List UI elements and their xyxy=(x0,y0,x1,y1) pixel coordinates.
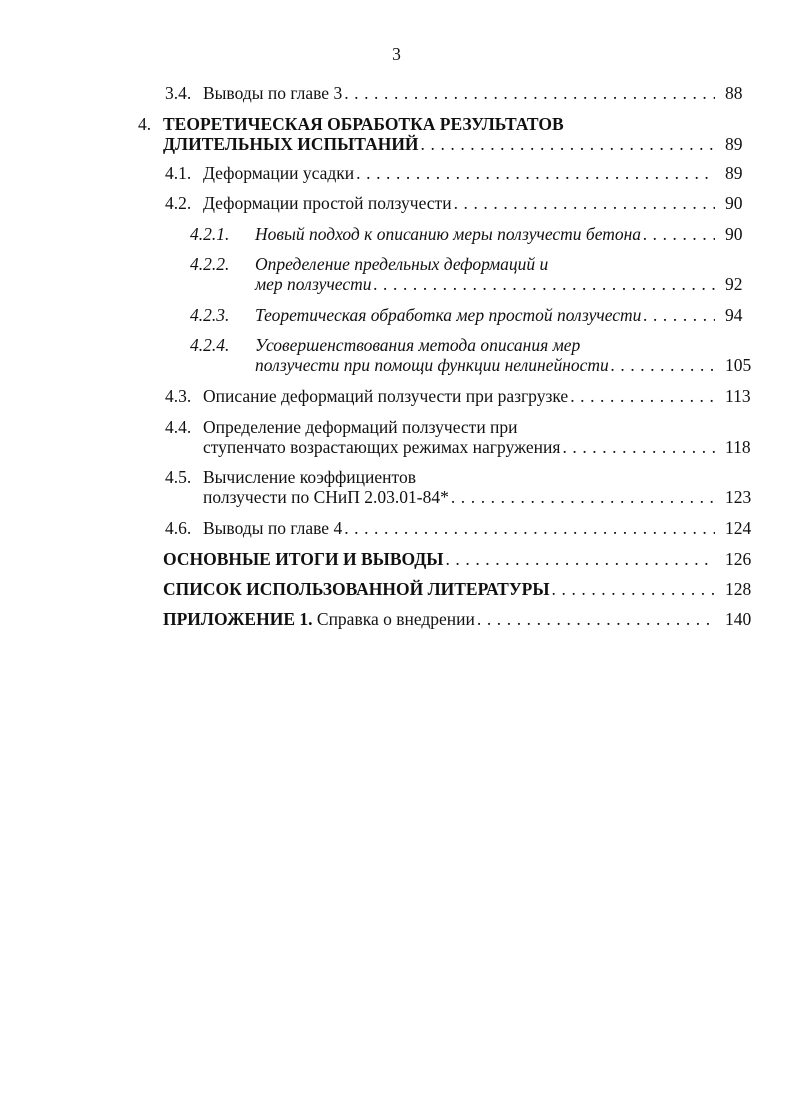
entry-number: 4.4. xyxy=(165,417,192,437)
dot-leader xyxy=(562,437,715,458)
entry-page: 123 xyxy=(725,487,752,507)
dot-leader xyxy=(373,274,715,295)
entry-title: ползучести при помощи функции нелинейности xyxy=(255,355,609,375)
entry-title: Деформации простой ползучести xyxy=(203,193,452,213)
dot-leader xyxy=(356,163,715,184)
entry-title: Выводы по главе 4 xyxy=(203,518,343,538)
entry-page: 128 xyxy=(725,579,752,599)
entry-title: ступенчато возрастающих режимах нагружения xyxy=(203,437,561,457)
entry-title: Справка о внедрении xyxy=(312,609,475,629)
dot-leader xyxy=(421,134,715,155)
entry-page: 90 xyxy=(725,193,743,213)
entry-number: 4.6. xyxy=(165,518,192,538)
entry-title: Новый подход к описанию меры ползучести бетона xyxy=(255,224,642,244)
entry-page: 88 xyxy=(725,83,743,103)
entry-title: Вычисление коэффициентов xyxy=(203,467,416,487)
dot-leader xyxy=(552,579,715,600)
entry-title: Усовершенствования метода описания мер xyxy=(255,335,581,355)
entry-number: 4.3. xyxy=(165,386,192,406)
entry-title: ползучести по СНиП 2.03.01-84* xyxy=(203,487,449,507)
dot-leader xyxy=(570,386,715,407)
entry-title: ОСНОВНЫЕ ИТОГИ И ВЫВОДЫ xyxy=(163,549,444,569)
dot-leader xyxy=(643,224,715,245)
page-number: 3 xyxy=(392,44,401,64)
entry-page: 90 xyxy=(725,224,743,244)
entry-page: 89 xyxy=(725,163,743,183)
entry-title: Деформации усадки xyxy=(203,163,355,183)
entry-number: 4. xyxy=(138,114,152,134)
entry-title: Описание деформаций ползучести при разгрузке xyxy=(203,386,569,406)
entry-page: 118 xyxy=(725,437,751,457)
entry-number: 4.2.4. xyxy=(190,335,230,355)
dot-leader xyxy=(454,193,715,214)
entry-number: 4.2.2. xyxy=(190,254,230,274)
dot-leader xyxy=(344,83,715,104)
dot-leader xyxy=(477,609,715,630)
dot-leader xyxy=(643,305,715,326)
entry-page: 140 xyxy=(725,609,752,629)
entry-title: Выводы по главе 3 xyxy=(203,83,343,103)
dot-leader xyxy=(611,355,715,376)
entry-number: 4.1. xyxy=(165,163,192,183)
entry-number: 4.2.1. xyxy=(190,224,230,244)
entry-page: 94 xyxy=(725,305,743,325)
entry-title: ДЛИТЕЛЬНЫХ ИСПЫТАНИЙ xyxy=(163,134,419,154)
entry-title: ТЕОРЕТИЧЕСКАЯ ОБРАБОТКА РЕЗУЛЬТАТОВ xyxy=(163,114,564,134)
entry-title-prefix: ПРИЛОЖЕНИЕ 1. xyxy=(163,609,313,629)
dot-leader xyxy=(451,487,715,508)
entry-title: Определение деформаций ползучести при xyxy=(203,417,518,437)
dot-leader xyxy=(445,549,715,570)
dot-leader xyxy=(344,518,715,539)
entry-page: 113 xyxy=(725,386,751,406)
entry-page: 105 xyxy=(725,355,752,375)
entry-page: 92 xyxy=(725,274,743,294)
entry-number: 4.5. xyxy=(165,467,192,487)
entry-number: 4.2. xyxy=(165,193,192,213)
entry-title: СПИСОК ИСПОЛЬЗОВАННОЙ ЛИТЕРАТУРЫ xyxy=(163,579,550,599)
entry-page: 126 xyxy=(725,549,752,569)
entry-number: 4.2.3. xyxy=(190,305,230,325)
entry-title: мер ползучести xyxy=(255,274,372,294)
entry-number: 3.4. xyxy=(165,83,192,103)
entry-page: 124 xyxy=(725,518,752,538)
entry-page: 89 xyxy=(725,134,743,154)
entry-title: Определение предельных деформаций и xyxy=(255,254,549,274)
entry-title: Теоретическая обработка мер простой ползучести xyxy=(255,305,642,325)
